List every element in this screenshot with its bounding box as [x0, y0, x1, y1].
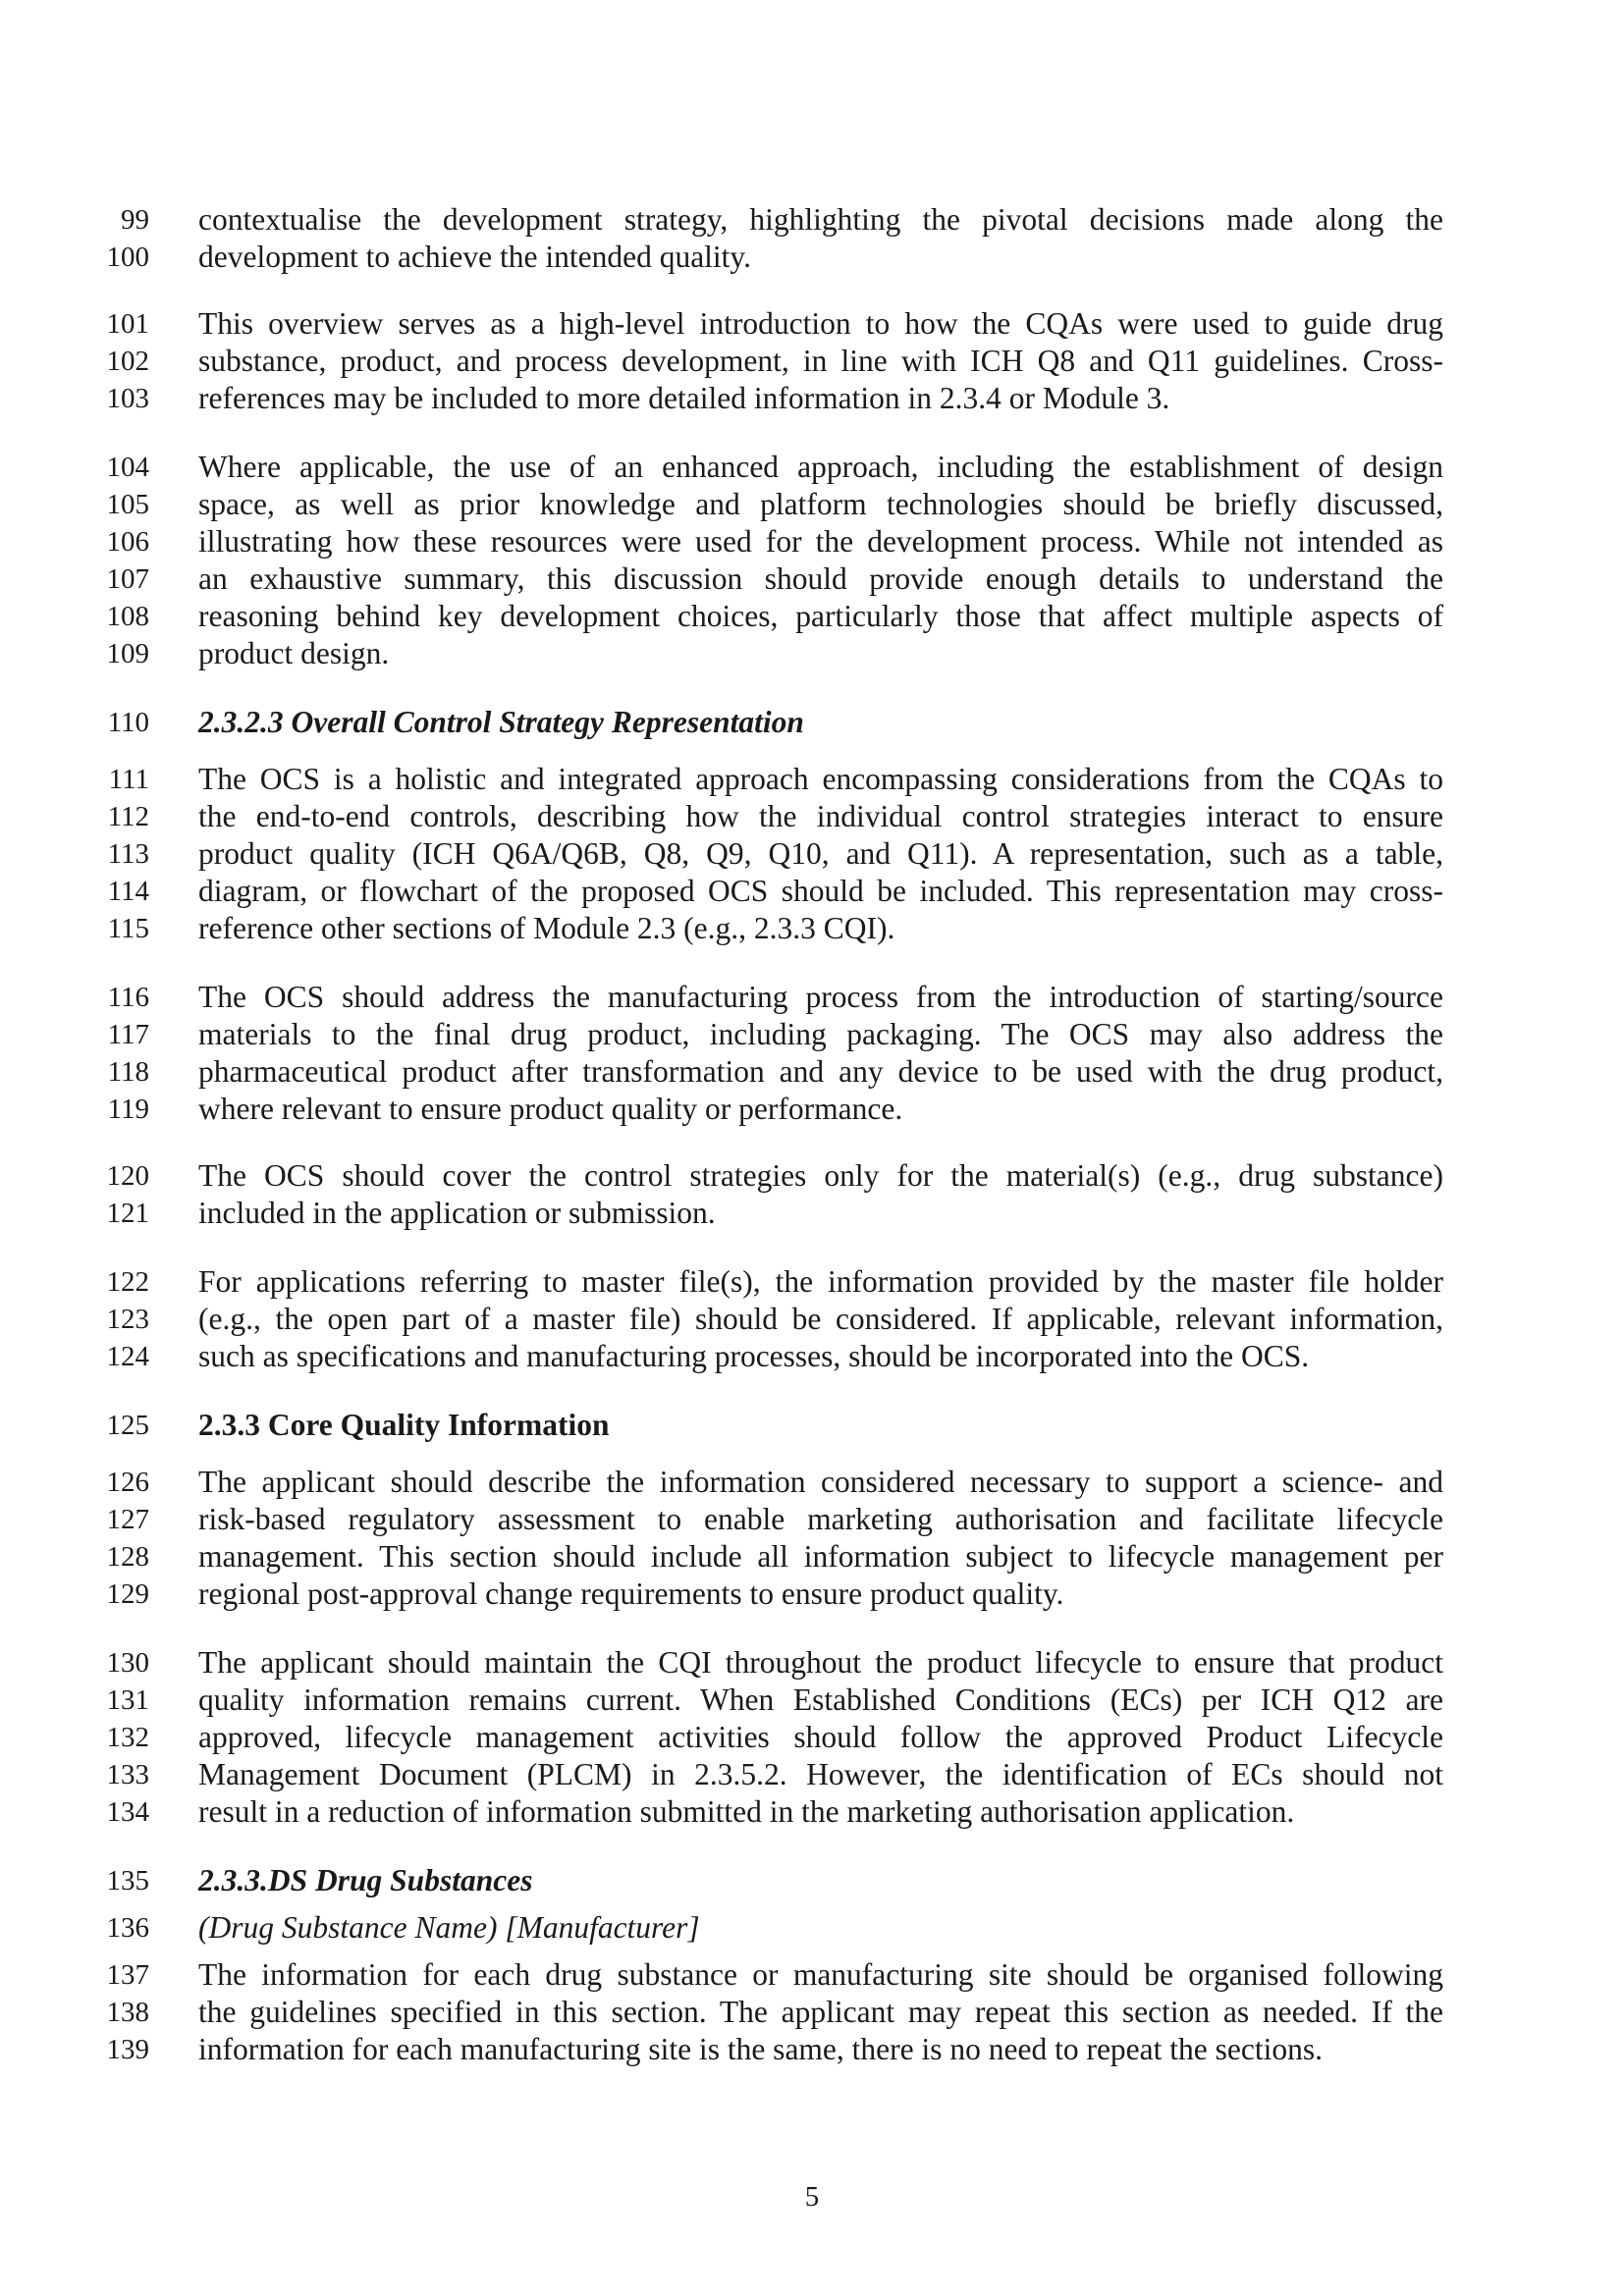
- document-line: [0, 1090, 1624, 1129]
- line-number: 123: [106, 1304, 149, 1335]
- line-number: 125: [106, 1410, 149, 1441]
- line-number: 129: [106, 1578, 149, 1610]
- line-text: The OCS should address the manufacturing process from the introduction of starting/source: [198, 980, 1443, 1014]
- line-text: materials to the final drug product, including packaging. The OCS may also address the: [198, 1017, 1443, 1051]
- document-line: [0, 597, 1624, 636]
- line-text: included in the application or submission.: [198, 1196, 716, 1230]
- document-line: [0, 1015, 1624, 1054]
- line-number: 99: [121, 204, 149, 236]
- document-line: [0, 1861, 1624, 1900]
- line-text: where relevant to ensure product quality or performance.: [198, 1092, 903, 1126]
- line-number: 128: [106, 1541, 149, 1573]
- line-text: information for each manufacturing site is the same, there is no need to repeat the sections.: [198, 2032, 1323, 2066]
- line-number: 139: [106, 2034, 149, 2065]
- line-number: 134: [106, 1796, 149, 1828]
- line-text: For applications referring to master file(s), the information provided by the master file holder: [198, 1264, 1443, 1299]
- document-line: [0, 1993, 1624, 2032]
- line-number: 135: [106, 1865, 149, 1896]
- line-text: the end-to-end controls, describing how the individual control strategies interact to ensure: [198, 799, 1443, 833]
- line-text: (e.g., the open part of a master file) should be considered. If applicable, relevant information,: [198, 1302, 1443, 1336]
- document-line: [0, 872, 1624, 911]
- section-heading: 2.3.3 Core Quality Information: [198, 1408, 610, 1442]
- line-number: 136: [106, 1912, 149, 1944]
- line-number: 126: [106, 1467, 149, 1498]
- line-text: development to achieve the intended quality.: [198, 240, 752, 274]
- document-line: [0, 1406, 1624, 1445]
- line-number: 104: [106, 452, 149, 483]
- line-number: 119: [107, 1094, 149, 1125]
- line-text: risk-based regulatory assessment to enable marketing authorisation and facilitate lifecycle: [198, 1502, 1443, 1536]
- document-line: [0, 1156, 1624, 1196]
- document-line: [0, 1052, 1624, 1092]
- document-line: [0, 1681, 1624, 1720]
- line-number: 130: [106, 1647, 149, 1679]
- document-line: [0, 200, 1624, 240]
- line-text: management. This section should include all information subject to lifecycle management per: [198, 1539, 1443, 1574]
- line-text: approved, lifecycle management activities should follow the approved Product Lifecycle: [198, 1720, 1443, 1754]
- line-number: 105: [106, 489, 149, 520]
- document-line: [0, 1792, 1624, 1832]
- line-number: 113: [107, 838, 149, 870]
- line-number: 116: [107, 982, 149, 1013]
- document-line: [0, 1718, 1624, 1757]
- line-number: 132: [106, 1722, 149, 1753]
- line-number: 100: [106, 241, 149, 273]
- line-text: reference other sections of Module 2.3 (e.g., 2.3.3 CQI).: [198, 911, 895, 945]
- line-text: Management Document (PLCM) in 2.3.5.2. However, the identification of ECs should not: [198, 1757, 1443, 1791]
- line-text: references may be included to more detailed information in 2.3.4 or Module 3.: [198, 381, 1170, 415]
- line-number: 106: [106, 526, 149, 558]
- line-text: diagram, or flowchart of the proposed OCS should be included. This representation may cross-: [198, 874, 1443, 908]
- document-line: [0, 304, 1624, 344]
- document-line: [0, 1908, 1624, 1948]
- subheading: (Drug Substance Name) [Manufacturer]: [198, 1910, 700, 1945]
- line-text: The information for each drug substance or manufacturing site should be organised following: [198, 1957, 1443, 1992]
- line-number: 127: [106, 1504, 149, 1535]
- line-number: 120: [106, 1160, 149, 1192]
- line-text: quality information remains current. When Established Conditions (ECs) per ICH Q12 are: [198, 1682, 1443, 1717]
- document-line: [0, 448, 1624, 487]
- line-text: such as specifications and manufacturing processes, should be incorporated into the OCS.: [198, 1339, 1310, 1373]
- document-line: [0, 760, 1624, 799]
- line-number: 124: [106, 1341, 149, 1372]
- line-text: product quality (ICH Q6A/Q6B, Q8, Q9, Q10, and Q11). A representation, such as a table,: [198, 836, 1443, 871]
- line-text: reasoning behind key development choices, particularly those that affect multiple aspects of: [198, 599, 1443, 633]
- line-text: pharmaceutical product after transformation and any device to be used with the drug product,: [198, 1054, 1443, 1089]
- line-text: contextualise the development strategy, highlighting the pivotal decisions made along the: [198, 202, 1443, 237]
- document-line: [0, 1955, 1624, 1995]
- document-line: [0, 1194, 1624, 1233]
- document-line: [0, 238, 1624, 277]
- document-line: [0, 522, 1624, 561]
- line-text: illustrating how these resources were used for the development process. While not intended as: [198, 524, 1443, 559]
- line-text: an exhaustive summary, this discussion should provide enough details to understand the: [198, 561, 1443, 596]
- section-heading: 2.3.3.DS Drug Substances: [198, 1863, 533, 1897]
- document-line: [0, 1500, 1624, 1539]
- document-line: [0, 485, 1624, 524]
- document-line: [0, 1463, 1624, 1502]
- line-number: 122: [106, 1266, 149, 1298]
- line-number: 107: [106, 563, 149, 595]
- document-line: [0, 1575, 1624, 1614]
- page-number: 5: [804, 2181, 820, 2213]
- section-heading: 2.3.2.3 Overall Control Strategy Representation: [198, 705, 804, 739]
- document-line: [0, 1262, 1624, 1302]
- line-number: 108: [106, 601, 149, 632]
- line-text: the guidelines specified in this section. The applicant may repeat this section as needed. If the: [198, 1995, 1443, 2029]
- line-number: 117: [107, 1019, 149, 1050]
- line-text: The OCS should cover the control strategies only for the material(s) (e.g., drug substance): [198, 1158, 1443, 1193]
- line-text: substance, product, and process development, in line with ICH Q8 and Q11 guidelines. Cross-: [198, 344, 1443, 378]
- document-line: [0, 703, 1624, 742]
- document-line: [0, 978, 1624, 1017]
- line-text: This overview serves as a high-level introduction to how the CQAs were used to guide drug: [198, 306, 1443, 341]
- document-line: [0, 834, 1624, 874]
- document-line: [0, 2030, 1624, 2069]
- line-number: 110: [107, 707, 149, 738]
- line-text: The applicant should maintain the CQI throughout the product lifecycle to ensure that product: [198, 1645, 1443, 1680]
- document-line: [0, 560, 1624, 599]
- line-number: 109: [106, 638, 149, 669]
- document-line: [0, 379, 1624, 418]
- document-line: [0, 1537, 1624, 1576]
- line-text: result in a reduction of information submitted in the marketing authorisation application.: [198, 1794, 1295, 1829]
- line-number: 137: [106, 1959, 149, 1991]
- document-line: [0, 1337, 1624, 1376]
- line-text: product design.: [198, 636, 390, 670]
- line-number: 112: [107, 801, 149, 832]
- document-line: [0, 634, 1624, 673]
- line-number: 138: [106, 1997, 149, 2028]
- line-number: 121: [106, 1198, 149, 1229]
- line-text: The applicant should describe the information considered necessary to support a science- and: [198, 1465, 1443, 1499]
- document-line: [0, 1643, 1624, 1682]
- line-number: 131: [106, 1684, 149, 1716]
- line-number: 102: [106, 346, 149, 377]
- line-number: 103: [106, 383, 149, 414]
- line-text: space, as well as prior knowledge and platform technologies should be briefly discussed,: [198, 487, 1443, 521]
- line-number: 111: [108, 764, 149, 795]
- document-line: [0, 342, 1624, 381]
- document-line: [0, 1300, 1624, 1339]
- line-number: 114: [107, 876, 149, 907]
- line-number: 101: [106, 308, 149, 340]
- line-text: Where applicable, the use of an enhanced approach, including the establishment of design: [198, 450, 1443, 484]
- document-line: [0, 909, 1624, 948]
- document-line: [0, 797, 1624, 836]
- document-line: [0, 1755, 1624, 1794]
- line-number: 133: [106, 1759, 149, 1790]
- line-number: 118: [107, 1056, 149, 1088]
- line-text: regional post-approval change requirements to ensure product quality.: [198, 1576, 1064, 1611]
- line-text: The OCS is a holistic and integrated approach encompassing considerations from the CQAs to: [198, 762, 1443, 796]
- line-number: 115: [107, 913, 149, 944]
